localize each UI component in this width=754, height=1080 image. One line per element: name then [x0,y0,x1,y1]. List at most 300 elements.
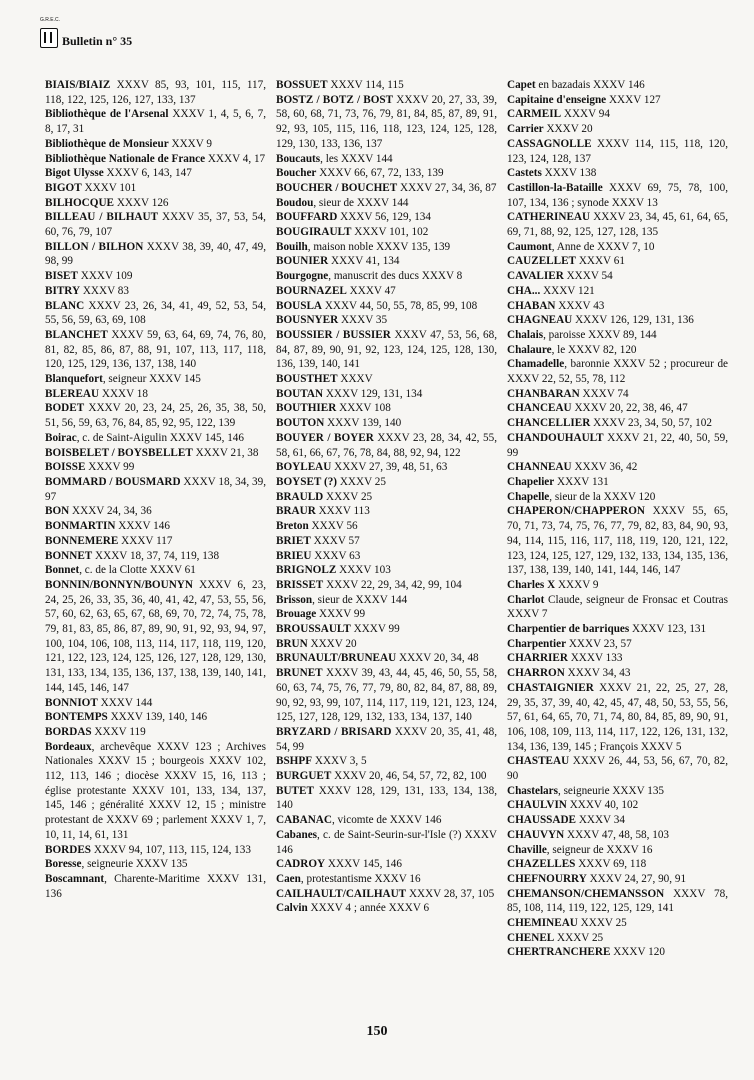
index-entry [276,460,497,475]
entry-heading: BROUSSAULT [276,623,351,636]
entry-heading: Boscamnant [45,872,105,885]
index-entry [507,387,728,402]
entry-references: , Charente-Maritime XXXV 131, 136 [45,872,266,900]
index-entry [45,843,266,858]
entry-heading: CHASTEAU [507,755,570,768]
entry-references: XXXV 20 [307,637,357,650]
entry-heading: Charpentier de barriques [507,623,630,636]
entry-heading: BOUGIRAULT [276,226,352,239]
entry-references: XXXV 6, 23, 24, 25, 26, 33, 35, 36, 40, 41, 42, 47, 53, 55, 56, 57, 60, 62, 63, 65, 67, 68, 69, 70, 72, 74, 75, 78, 79, 81, 83, 85, 86, 87, 89, 90, 91, 92, 93, 94, 97, 100, 104, 106, 108, 113, 114, 117, 118, 119, 120, 121, 122, 123, 124, 125, 126, 127, 128, 129, 130, 131, 133, 134, 135, 136, 137, 138, 139, 140, 141, 144, 145, 146, 147 [45,578,266,694]
index-entry [276,637,497,652]
index-entry [276,519,497,534]
entry-references: XXXV 26, 44, 53, 56, 67, 70, 82, 90 [507,755,728,783]
entry-heading: Blanquefort [45,373,103,386]
index-column-1 [45,78,266,1013]
index-entry [276,254,497,269]
entry-heading: CHAUSSADE [507,814,577,827]
index-entry [507,490,728,505]
entry-references: XXXV 139, 140 [324,417,402,430]
index-entry [276,196,497,211]
entry-heading: BIGOT [45,181,82,194]
index-entry [276,651,497,666]
index-entry [507,254,728,269]
index-entry [507,916,728,931]
entry-references: XXXV 138 [541,167,597,180]
entry-references: XXXV 36, 42 [571,461,638,474]
index-entry [507,357,728,386]
entry-heading: Boucher [276,167,317,180]
entry-references: XXXV 39, 43, 44, 45, 46, 50, 55, 58, 60, 63, 74, 75, 76, 77, 79, 80, 82, 84, 87, 88, 89, 90, 92, 93, 99, 107, 114, 117, 119, 121, 123, 124, 125, 127, 128, 129, 132, 133, 134, 137, 140 [276,667,497,724]
entry-references: XXXV 43 [555,299,605,312]
entry-heading: CABANAC [276,814,332,827]
entry-heading: CHAULVIN [507,799,567,812]
entry-heading: Caen [276,872,301,885]
entry-heading: BORDAS [45,725,92,738]
index-entry [45,284,266,299]
entry-references: XXXV 55, 65, 70, 71, 73, 74, 75, 76, 77, 79, 82, 83, 84, 90, 93, 94, 114, 115, 116, 117, 118, 119, 120, 121, 122, 123, 124, 125, 127, 129, 132, 133, 134, 135, 136, 137, 138, 139, 140, 141, 144, 146, 147 [507,505,728,577]
index-entry [45,446,266,461]
index-entry [276,299,497,314]
entry-references: XXXV 78, 85, 108, 114, 119, 122, 125, 129, 141 [507,887,728,915]
entry-references: XXXV 20, 35, 41, 48, 54, 99 [276,725,497,753]
index-entry [45,387,266,402]
entry-references: XXXV 25 [577,917,627,930]
entry-heading: BOURNAZEL [276,284,347,297]
entry-references: XXXV 1, 4, 5, 6, 7, 8, 17, 31 [45,108,266,136]
index-entry [507,945,728,960]
entry-heading: CHEMINEAU [507,917,578,930]
entry-references: XXXV 20 [543,123,593,136]
entry-references: XXXV 20, 46, 54, 57, 72, 82, 100 [331,770,487,783]
entry-references: XXXV 25 [323,490,373,503]
index-entry [276,769,497,784]
entry-references: XXXV 3, 5 [312,755,367,768]
grec-logo-icon [40,28,58,48]
index-entry [507,637,728,652]
index-entry [507,475,728,490]
index-entry [45,725,266,740]
entry-references: XXXV 63 [311,549,361,562]
index-entry [45,519,266,534]
entry-heading: BRUNAULT/BRUNEAU [276,652,397,665]
entry-heading: Boirac [45,431,77,444]
entry-references: en bazadais XXXV 146 [535,79,645,91]
entry-heading: BITRY [45,284,81,297]
entry-heading: Calvin [276,902,308,915]
index-entry [507,460,728,475]
index-entry [507,416,728,431]
entry-references: XXXV 41, 134 [328,255,400,268]
index-entry [507,813,728,828]
entry-heading: Bourgogne [276,270,329,283]
entry-heading: BONNIOT [45,696,98,709]
entry-heading: BOUTON [276,417,325,430]
entry-references: XXXV [337,373,373,386]
index-entry [45,210,266,239]
entry-references: XXXV 127 [606,93,661,106]
entry-heading: BONMARTIN [45,520,116,533]
entry-references: XXXV 35 [338,314,388,327]
entry-heading: CHARRIER [507,652,568,665]
entry-references: , seigneurie XXXV 135 [81,858,188,871]
entry-references: XXXV 23, 34, 50, 57, 102 [590,417,712,430]
entry-references: XXXV 66, 67, 72, 133, 139 [316,167,444,180]
entry-heading: CHANCEAU [507,402,572,415]
entry-heading: CHEMANSON/CHEMANSSON [507,887,665,900]
entry-heading: BONNEMERE [45,534,119,547]
entry-heading: BOISBELET / BOYSBELLET [45,446,193,459]
entry-heading: Cabanes [276,828,318,841]
entry-heading: Charlot [507,593,545,606]
index-entry [507,578,728,593]
entry-references: XXXV 47 [346,284,396,297]
entry-references: XXXV 69, 75, 78, 100, 107, 134, 136 ; synode XXXV 13 [507,181,728,209]
index-entry [507,431,728,460]
entry-heading: CHABAN [507,299,556,312]
index-entry [276,549,497,564]
index-entry [276,490,497,505]
entry-references: XXXV 18, 34, 39, 97 [45,475,266,503]
entry-heading: BOUSLA [276,299,323,312]
entry-references: , seigneurie XXXV 135 [557,784,665,797]
entry-heading: CHAZELLES [507,858,576,871]
index-entry [507,401,728,416]
entry-heading: BRIEU [276,549,312,562]
entry-references: , seigneur XXXV 145 [102,373,201,386]
entry-references: XXXV 133 [567,652,623,665]
entry-heading: BIAIS/BIAIZ [45,79,111,91]
entry-heading: BONTEMPS [45,711,108,724]
entry-references: XXXV 61 [576,255,625,268]
index-entry [507,872,728,887]
entry-heading: CHERTRANCHERE [507,946,611,959]
entry-references: , manuscrit des ducs XXXV 8 [328,270,463,283]
index-entry [45,299,266,328]
entry-references: XXXV 117 [118,534,173,547]
index-entry [507,828,728,843]
entry-references: XXXV 54 [563,270,613,283]
entry-references: XXXV 40, 102 [566,799,639,812]
entry-references: XXXV 47, 53, 56, 68, 84, 87, 89, 90, 91, 92, 123, 124, 125, 128, 130, 136, 139, 140, 141 [276,328,497,371]
index-entry [276,210,497,225]
index-entry [45,431,266,446]
entry-heading: Bonnet [45,564,80,577]
entry-heading: BOUNIER [276,255,329,268]
index-entry [45,137,266,152]
entry-references: XXXV 56 [308,520,358,533]
entry-references: XXXV 21, 22, 25, 27, 28, 29, 35, 37, 39, 40, 42, 45, 47, 48, 50, 53, 55, 56, 57, 61, 64, 65, 70, 71, 74, 80, 84, 85, 89, 90, 91, 106, 108, 109, 113, 114, 117, 122, 126, 131, 132, 134, 136, 139, 145 ; François XXXV 5 [507,681,728,753]
index-entry [276,607,497,622]
entry-references: XXXV 120 [610,946,665,959]
index-entry [45,740,266,843]
entry-references: , les XXXV 144 [320,152,393,165]
entry-heading: Chalais [507,328,544,341]
entry-heading: BSHPF [276,755,313,768]
index-entry [45,534,266,549]
entry-heading: BONNET [45,549,93,562]
index-entry [45,269,266,284]
entry-references: XXXV 101 [81,181,137,194]
entry-heading: BLEREAU [45,387,100,400]
entry-references: , sieur de XXXV 144 [312,593,408,606]
index-entry [507,504,728,578]
entry-heading: BRIET [276,534,311,547]
entry-references: XXXV 131 [554,475,609,488]
entry-heading: BOYSET (?) [276,475,338,488]
entry-heading: Brisson [276,593,313,606]
index-entry [507,107,728,122]
index-entry [507,887,728,916]
entry-heading: BOISSE [45,461,86,474]
entry-references: XXXV 23, 28, 34, 42, 55, 58, 61, 66, 67, 76, 78, 84, 88, 92, 94, 122 [276,431,497,459]
index-entry [276,901,497,916]
page-header [40,17,240,60]
entry-references: XXXV 4, 17 [205,152,266,165]
entry-references: XXXV 83 [80,284,129,297]
entry-heading: Boudou [276,196,314,209]
entry-heading: BOSSUET [276,79,328,91]
entry-references: XXXV 23, 34, 45, 61, 64, 65, 69, 71, 88, 92, 125, 127, 128, 135 [507,211,728,239]
entry-heading: CHA... [507,284,541,297]
index-entry [276,857,497,872]
entry-references: XXXV 109 [77,270,133,283]
entry-heading: Bibliothèque Nationale de France [45,152,206,165]
entry-heading: Charpentier [507,637,567,650]
entry-heading: CHARRON [507,667,565,680]
entry-heading: BUTET [276,784,314,797]
entry-heading: Caumont [507,240,552,253]
index-entry [507,93,728,108]
entry-references: XXXV 108 [336,402,391,415]
entry-heading: Bouilh [276,240,308,253]
entry-heading: CASSAGNOLLE [507,137,592,150]
entry-heading: Castets [507,167,542,180]
entry-references: XXXV 23, 26, 34, 41, 49, 52, 53, 54, 55, 56, 59, 63, 69, 108 [45,299,266,327]
entry-heading: Chastelars [507,784,558,797]
entry-heading: BOYLEAU [276,461,332,474]
entry-references: , protestantisme XXXV 16 [300,872,421,885]
entry-references: XXXV 94 [561,108,610,121]
entry-heading: CHANNEAU [507,461,572,474]
index-entry [507,931,728,946]
entry-references: XXXV 129, 131, 134 [323,387,423,400]
index-entry [507,299,728,314]
entry-references: XXXV 126, 129, 131, 136 [572,314,694,327]
index-column-3 [507,78,728,1013]
index-entry [507,784,728,799]
index-entry [276,240,497,255]
entry-heading: Boresse [45,858,82,871]
index-entry [507,122,728,137]
entry-heading: Bordeaux [45,740,92,753]
index-entry [507,313,728,328]
entry-heading: CAILHAULT/CAILHAUT [276,887,407,900]
entry-references: , le XXXV 82, 120 [551,343,637,356]
entry-heading: BOSTZ / BOTZ / BOST [276,93,394,106]
entry-references: XXXV 18 [99,387,148,400]
entry-heading: BORDES [45,843,92,856]
entry-references: XXXV 24, 27, 90, 91 [586,872,687,885]
entry-references: , maison noble XXXV 135, 139 [307,240,451,253]
index-entry [276,166,497,181]
entry-heading: BILHOCQUE [45,196,115,209]
index-entry [276,372,497,387]
index-entry [507,857,728,872]
entry-references: XXXV 128, 129, 131, 133, 134, 138, 140 [276,784,497,812]
index-entry [507,181,728,210]
index-entry [276,578,497,593]
entry-heading: BOUTHIER [276,402,337,415]
entry-references: XXXV 123, 131 [629,623,707,636]
index-entry [276,475,497,490]
index-entry [276,666,497,725]
entry-heading: BLANC [45,299,85,312]
entry-references: XXXV 27, 34, 36, 87 [397,181,497,194]
index-entry [276,328,497,372]
entry-references: XXXV 21, 38 [192,446,259,459]
entry-references: XXXV 4 ; année XXXV 6 [307,902,430,915]
index-entry [45,166,266,181]
index-entry [45,549,266,564]
entry-heading: Chapelier [507,475,555,488]
index-entry [276,504,497,519]
index-entry [276,622,497,637]
index-entry [507,78,728,93]
index-entry [276,225,497,240]
entry-references: XXXV 34 [576,814,625,827]
entry-references: XXXV 20, 22, 38, 46, 47 [571,402,688,415]
index-entry [45,696,266,711]
entry-heading: Carrier [507,123,544,136]
index-entry [276,887,497,902]
entry-heading: BRUN [276,637,308,650]
entry-heading: BOUSNYER [276,314,339,327]
entry-references: XXXV 9 [555,578,599,591]
entry-heading: CHANBARAN [507,387,580,400]
index-entry [276,872,497,887]
entry-references: XXXV 20, 23, 24, 25, 26, 35, 38, 50, 51, 56, 59, 63, 76, 84, 85, 92, 95, 122, 139 [45,402,266,430]
entry-heading: CHAPERON/CHAPPERON [507,505,645,518]
index-entry [507,681,728,755]
index-entry [507,754,728,783]
index-entry [45,372,266,387]
entry-references: XXXV 57 [310,534,360,547]
entry-references: XXXV 103 [336,564,391,577]
entry-heading: CHAUVYN [507,828,565,841]
entry-heading: Chapelle [507,490,550,503]
entry-references: , sieur de XXXV 144 [313,196,409,209]
index-entry [507,328,728,343]
entry-heading: Boucauts [276,152,321,165]
index-entry [507,651,728,666]
entry-references: XXXV 56, 129, 134 [337,211,431,224]
entry-references: , Anne de XXXV 7, 10 [551,240,655,253]
index-entry [276,387,497,402]
entry-references: XXXV 22, 29, 34, 42, 99, 104 [323,578,462,591]
entry-heading: Castillon-la-Bataille [507,181,603,194]
index-entry [507,843,728,858]
index-entry [276,401,497,416]
index-entry [45,504,266,519]
entry-references: XXXV 126 [114,196,169,209]
index-entry [276,784,497,813]
entry-heading: CHAGNEAU [507,314,573,327]
index-entry [45,872,266,901]
entry-references: XXXV 146 [115,520,170,533]
entry-references: XXXV 34, 43 [564,667,631,680]
entry-references: XXXV 20, 34, 48 [396,652,479,665]
index-entry [507,284,728,299]
entry-heading: Chamadelle [507,358,565,371]
index-entry [45,578,266,696]
entry-heading: BISET [45,270,78,283]
index-entry [507,166,728,181]
entry-references: XXXV 119 [91,725,146,738]
entry-references: , c. de la Clotte XXXV 61 [79,564,196,577]
entry-references: XXXV 85, 93, 101, 115, 117, 118, 122, 125, 126, 127, 133, 137 [45,79,266,106]
entry-heading: Bigot Ulysse [45,167,104,180]
entry-references: XXXV 27, 39, 48, 51, 63 [331,461,448,474]
entry-references: XXXV 38, 39, 40, 47, 49, 98, 99 [45,240,266,268]
entry-references: XXXV 20, 27, 33, 39, 58, 60, 68, 71, 73, 76, 79, 81, 84, 85, 87, 89, 91, 92, 93, 105, 115, 116, 118, 123, 124, 125, 128, 129, 130, 133, 136, 137 [276,93,497,150]
entry-heading: CHANCELLIER [507,417,591,430]
entry-heading: BOUSTHET [276,373,338,386]
entry-heading: BRAULD [276,490,324,503]
entry-references: XXXV 47, 48, 58, 103 [564,828,670,841]
entry-references: XXXV 59, 63, 64, 69, 74, 76, 80, 81, 82, 85, 86, 87, 88, 91, 107, 113, 117, 118, 120, 125, 129, 136, 137, 138, 140 [45,328,266,371]
entry-references: , c. de Saint-Seurin-sur-l'Isle (?) XXXV 146 [276,828,497,856]
entry-references: XXXV 25 [554,931,604,944]
entry-references: XXXV 23, 57 [566,637,632,650]
entry-heading: Bibliothèque de l'Arsenal [45,108,169,121]
entry-heading: BILLON / BILHON [45,240,144,253]
entry-heading: BOUSSIER / BUSSIER [276,328,391,341]
index-entry [276,754,497,769]
index-entry [276,828,497,857]
entry-heading: Chalaure [507,343,552,356]
index-entry [276,593,497,608]
index-entry [45,401,266,430]
index-columns [45,78,728,1013]
entry-heading: BRISSET [276,578,324,591]
index-entry [276,152,497,167]
index-entry [507,210,728,239]
bulletin-title: Bulletin n° 35 [62,34,133,48]
index-entry [276,813,497,828]
entry-references: , archevêque XXXV 123 ; Archives Nationales XXXV 15 ; bourgeois XXXV 102, 112, 113, 146 ; diocèse XXXV 15, 16, 113 ; église protestante XXXV 101, 133, 134, 137, 145, 146 ; généralité XXXV 12, 15 ; ministre protestant de XXXV 69 ; parlement XXXV 1, 7, 10, 11, 14, 61, 131 [45,740,266,841]
index-entry [507,240,728,255]
index-entry [276,181,497,196]
index-entry [276,78,497,93]
entry-heading: Charles X [507,578,556,591]
entry-references: , seigneur de XXXV 16 [546,843,653,856]
entry-references: , vicomte de XXXV 146 [331,814,442,827]
index-entry [276,269,497,284]
index-entry [45,196,266,211]
index-entry [276,93,497,152]
entry-heading: BOUTAN [276,387,324,400]
index-entry [45,460,266,475]
entry-references: XXXV 24, 34, 36 [69,505,152,518]
entry-references: XXXV 94, 107, 113, 115, 124, 133 [91,843,251,856]
entry-heading: Brouage [276,608,317,621]
entry-heading: CARMEIL [507,108,562,121]
entry-references: XXXV 114, 115 [327,79,404,91]
entry-references: XXXV 99 [316,608,366,621]
entry-references: XXXV 25 [337,475,386,488]
entry-heading: BRUNET [276,667,323,680]
entry-heading: BOUYER / BOYER [276,431,374,444]
